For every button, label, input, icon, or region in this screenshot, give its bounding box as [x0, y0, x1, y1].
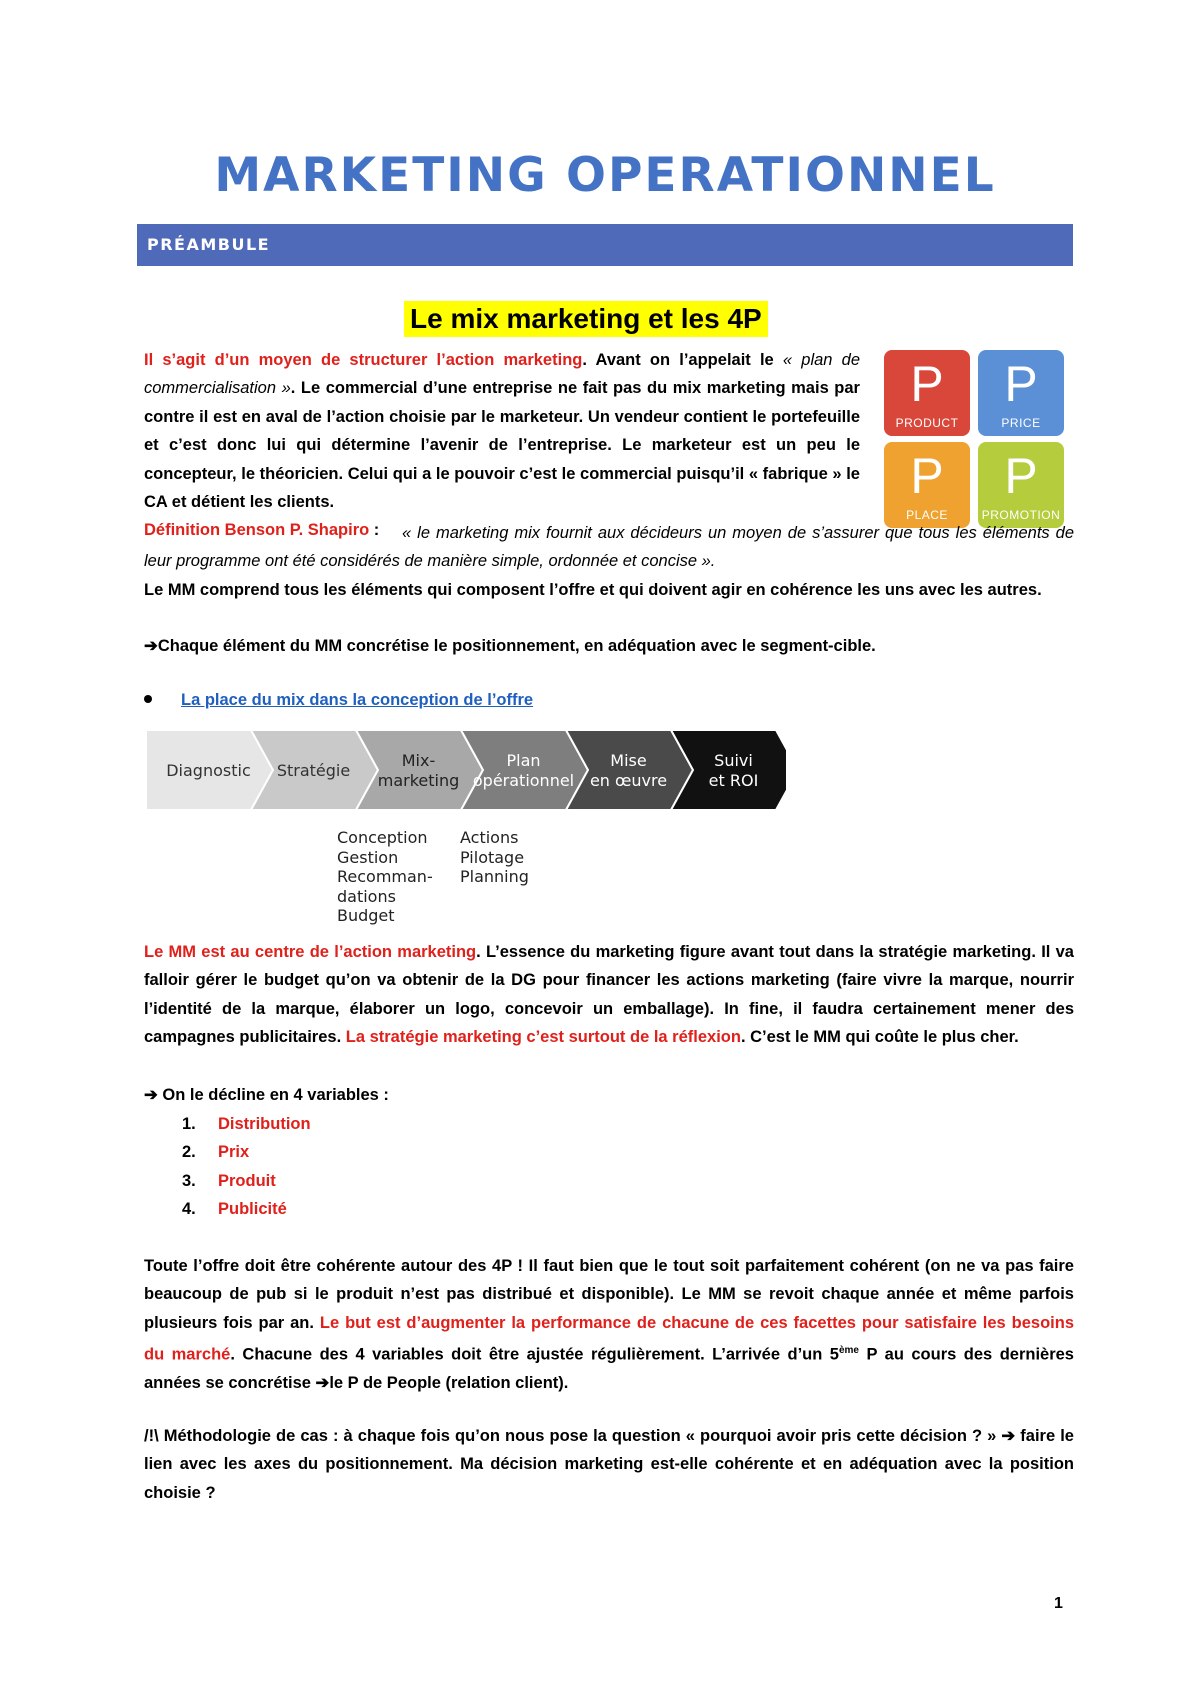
sub-item: Recomman- — [337, 867, 433, 886]
sub-item: Gestion — [337, 847, 399, 867]
process-step-label: opérationnel — [472, 771, 575, 790]
process-step-label: marketing — [377, 771, 460, 790]
definition-label: Définition Benson P. Shapiro — [144, 521, 370, 540]
p-tile-place — [884, 442, 970, 528]
definition-quote-binding: « le marketing mix fournit aux décideurs un moyen de s’assurer que tous les éléments de leur programme ont été considérés de manière simple, ordonnée et concise ». — [144, 524, 1074, 571]
sub-item: dations — [337, 886, 396, 906]
coherence-red: Le but est d’augmenter la performance de chacune de ces facettes pour satisfaire les besoins du marché — [144, 1313, 1074, 1364]
process-chevron-diagram — [146, 726, 786, 836]
section-link-offer[interactable]: La place du mix dans la conception de l’offre — [181, 691, 534, 709]
list-item: 4. Publicité — [182, 1200, 287, 1219]
page-number: 1 — [1054, 1595, 1063, 1612]
process-step-label: Plan — [506, 751, 541, 770]
mm-centre-text: . L’essence du marketing figure avant tout dans la stratégie marketing. Il va falloir gérer le budget qu’on va obtenir de la DG pour financer les actions marketing (faire vivre la marque, nourrir l’identité de la marque, élaborer un logo, concevoir un emballage). In fine, il faudra certainement mener des campagnes publicitaires. — [144, 943, 1074, 1047]
p-label-promotion: PROMOTION — [981, 508, 1061, 522]
p-tile-product — [884, 350, 970, 436]
four-p-diagram — [884, 350, 1064, 530]
sub-item: Conception — [337, 828, 428, 847]
arrow-line-variables: ➔ On le décline en 4 variables : — [144, 1086, 389, 1104]
arrow-line-positioning: ➔Chaque élément du MM concrétise le positionnement, en adéquation avec le segment-cible. — [144, 637, 876, 655]
document-title: MARKETING OPERATIONNEL — [214, 148, 996, 203]
sub-item: Actions — [460, 828, 519, 847]
intro-paragraph — [144, 346, 860, 545]
process-step-label: Mise — [610, 751, 647, 770]
sub-list-mix — [337, 828, 433, 926]
coherence-text-1: Toute l’offre doit être cohérente autour des 4P ! Il faut bien que le tout soit parfaitement cohérent (on ne va pas faire beaucoup de pub si le produit n’est pas distribué et disponible). Le MM se revoit chaque année et même parfois plusieurs fois par an. — [144, 1257, 1074, 1332]
intro-italic-quote: « plan de commercialisation » — [144, 351, 860, 398]
definition-quote-text — [144, 519, 1074, 576]
bullet-dot — [144, 695, 152, 703]
coherence-text-2: . Chacune des 4 variables doit être ajustée régulièrement. L’arrivée d’un 5 — [230, 1345, 839, 1364]
section-banner-label: PRÉAMBULE — [147, 235, 271, 254]
mm-centre-paragraph — [144, 938, 1074, 1052]
methodology-paragraph: /!\ Méthodologie de cas : à chaque fois qu’on nous pose la question « pourquoi avoir pris cette décision ? » ➔ faire le lien avec les axes du positionnement. Ma décision marketing est-elle cohérente et en adéquation avec la position choisie ? — [144, 1427, 1074, 1502]
list-item: 1. Distribution — [182, 1115, 311, 1133]
coherence-text-3: P au cours des dernières années se concrétise ➔le P de People (relation client). — [144, 1345, 1074, 1393]
sub-item: Budget — [337, 906, 395, 925]
p-label-price: PRICE — [1001, 416, 1041, 430]
p-letter: P — [910, 356, 944, 412]
mm-paragraph: Le MM comprend tous les éléments qui composent l’offre et qui doivent agir en cohérence les uns avec les autres. — [144, 581, 1042, 599]
sub-item: Pilotage — [460, 847, 525, 867]
process-step-label: et ROI — [708, 771, 759, 790]
p-label-place: PLACE — [906, 508, 948, 522]
mm-centre-text-end: . C’est le MM qui coûte le plus cher. — [740, 1028, 1019, 1047]
process-step-label: Mix- — [401, 751, 436, 770]
mm-centre-red: Le MM est au centre de l’action marketing — [144, 943, 477, 961]
process-step-label: Suivi — [714, 751, 753, 770]
variables-list — [182, 1110, 311, 1224]
sub-list-plan — [460, 828, 529, 887]
coherence-paragraph — [144, 1252, 1074, 1398]
superscript: ème — [838, 1345, 859, 1357]
process-step-label: Diagnostic — [166, 761, 251, 780]
p-tile-promotion — [978, 442, 1064, 528]
process-step-label: Stratégie — [276, 761, 351, 780]
section-banner — [137, 224, 1073, 266]
intro-text-2: . Le commercial d’une entreprise ne fait pas du mix marketing mais par contre il est en aval de l’action choisie par le marketeur. Un vendeur contient le portefeuille et c’est donc lui qui détermine l’avenir de l’entreprise. Le marketeur est un peu le concepteur, le théoricien. Celui qui a le pouvoir c’est le commercial puisqu’il « fabrique » le CA et détient les clients. — [144, 379, 860, 512]
sub-item: Planning — [460, 867, 529, 886]
definition-colon: : — [369, 521, 380, 540]
section-heading: Le mix marketing et les 4P — [404, 301, 768, 337]
intro-text-1: . Avant on l’appelait le — [582, 351, 783, 369]
list-item: 2. Prix — [182, 1143, 250, 1162]
intro-red-lead: Il s’agit d’un moyen de structurer l’action marketing — [144, 351, 583, 369]
process-step-label: en œuvre — [589, 771, 668, 790]
p-letter: P — [1004, 448, 1038, 504]
p-letter: P — [1004, 356, 1038, 412]
strategy-red: La stratégie marketing c’est surtout de la réflexion — [345, 1028, 741, 1047]
p-tile-price — [978, 350, 1064, 436]
list-item: 3. Produit — [182, 1171, 276, 1190]
p-label-product: PRODUCT — [895, 416, 959, 430]
p-letter: P — [910, 448, 944, 504]
